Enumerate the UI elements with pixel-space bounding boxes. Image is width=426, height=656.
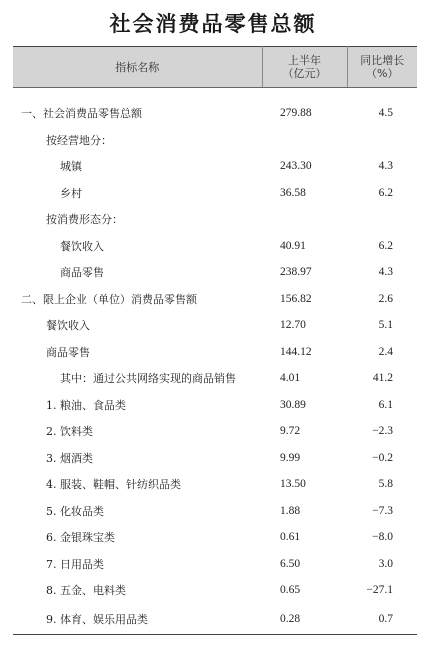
row-growth: −27.1	[366, 584, 393, 597]
row-indicator-name: 餐饮收入	[60, 239, 104, 253]
header-yoy-label: 同比增长	[360, 54, 405, 67]
row-growth: 2.6	[378, 292, 393, 305]
row-growth: 6.2	[378, 239, 393, 252]
row-indicator-name: 4. 服装、鞋帽、针纺织品类	[46, 478, 181, 492]
row-growth: −8.0	[372, 531, 393, 544]
table-row	[13, 206, 417, 233]
row-indicator-name: 其中：通过公共网络实现的商品销售	[60, 372, 236, 386]
row-indicator-name: 城镇	[60, 160, 82, 174]
row-value: 279.88	[280, 107, 312, 120]
row-indicator-name: 7. 日用品类	[46, 557, 104, 571]
row-growth: −7.3	[372, 504, 393, 517]
table-header-row	[13, 47, 417, 88]
table-row	[13, 418, 417, 445]
row-growth: −2.3	[372, 425, 393, 438]
row-growth: 6.1	[378, 398, 393, 411]
row-value: 238.97	[280, 266, 312, 279]
table-row	[13, 524, 417, 551]
row-value: 6.50	[280, 557, 301, 570]
row-value: 12.70	[280, 319, 306, 332]
row-indicator-name: 按经营地分：	[46, 133, 112, 147]
row-value: 4.01	[280, 372, 301, 385]
row-growth: 6.2	[378, 186, 393, 199]
row-growth: 4.3	[378, 266, 393, 279]
table-row	[13, 577, 417, 604]
row-growth	[347, 206, 417, 233]
row-value: 0.28	[262, 604, 347, 635]
row-indicator-name: 8. 五金、电料类	[46, 584, 126, 598]
row-growth: −0.2	[372, 451, 393, 464]
table-row	[13, 153, 417, 180]
row-growth	[347, 127, 417, 154]
table-row	[13, 604, 417, 635]
row-indicator-name: 餐饮收入	[46, 319, 90, 333]
table-row	[13, 127, 417, 154]
page-title: 社会消费品零售总额	[109, 11, 317, 36]
row-value	[262, 127, 347, 154]
table-row	[13, 551, 417, 578]
row-growth: 41.2	[372, 372, 393, 385]
header-first-half-value	[262, 47, 347, 88]
row-value: 9.72	[280, 425, 301, 438]
table-body	[13, 88, 417, 635]
row-value: 144.12	[280, 345, 312, 358]
row-indicator-name: 乡村	[60, 186, 82, 200]
row-indicator-name: 一、社会消费品零售总额	[21, 107, 142, 121]
header-indicator-name: 指标名称	[13, 47, 262, 88]
table-row	[13, 233, 417, 260]
header-unit-label: （亿元）	[282, 67, 327, 80]
row-value: 40.91	[280, 239, 306, 252]
table-row	[13, 445, 417, 472]
row-value: 1.88	[280, 504, 301, 517]
row-indicator-name: 9. 体育、娱乐用品类	[13, 604, 262, 635]
row-growth: 2.4	[378, 345, 393, 358]
row-value: 0.61	[280, 531, 301, 544]
row-indicator-name: 5. 化妆品类	[46, 504, 104, 518]
header-percent-label: （%）	[366, 67, 399, 80]
row-value: 36.58	[280, 186, 306, 199]
table-row	[13, 498, 417, 525]
row-growth: 4.3	[378, 160, 393, 173]
row-growth: 5.1	[378, 319, 393, 332]
table-row	[13, 180, 417, 207]
row-indicator-name: 2. 饮料类	[46, 425, 93, 439]
table-row	[13, 392, 417, 419]
table-row	[13, 312, 417, 339]
row-indicator-name: 按消费形态分：	[46, 213, 123, 227]
header-yoy-growth	[347, 47, 417, 88]
table-row	[13, 259, 417, 286]
table-row	[13, 471, 417, 498]
row-value: 156.82	[280, 292, 312, 305]
row-growth: 0.7	[347, 604, 417, 635]
row-value: 30.89	[280, 398, 306, 411]
row-indicator-name: 3. 烟酒类	[46, 451, 93, 465]
row-indicator-name: 二、限上企业（单位）消费品零售额	[21, 292, 197, 306]
row-indicator-name: 6. 金银珠宝类	[46, 531, 115, 545]
row-value: 0.65	[280, 584, 301, 597]
table-row	[13, 339, 417, 366]
row-indicator-name: 1. 粮油、食品类	[46, 398, 126, 412]
row-value: 9.99	[280, 451, 301, 464]
retail-sales-table	[13, 46, 417, 635]
table-row	[13, 88, 417, 127]
row-growth: 4.5	[378, 107, 393, 120]
row-growth: 5.8	[378, 478, 393, 491]
row-indicator-name: 商品零售	[46, 345, 90, 359]
table-row	[13, 365, 417, 392]
row-value: 243.30	[280, 160, 312, 173]
row-growth: 3.0	[378, 557, 393, 570]
table-row	[13, 286, 417, 313]
header-first-half-label: 上半年	[288, 54, 321, 67]
row-value: 13.50	[280, 478, 306, 491]
row-value	[262, 206, 347, 233]
row-indicator-name: 商品零售	[60, 266, 104, 280]
